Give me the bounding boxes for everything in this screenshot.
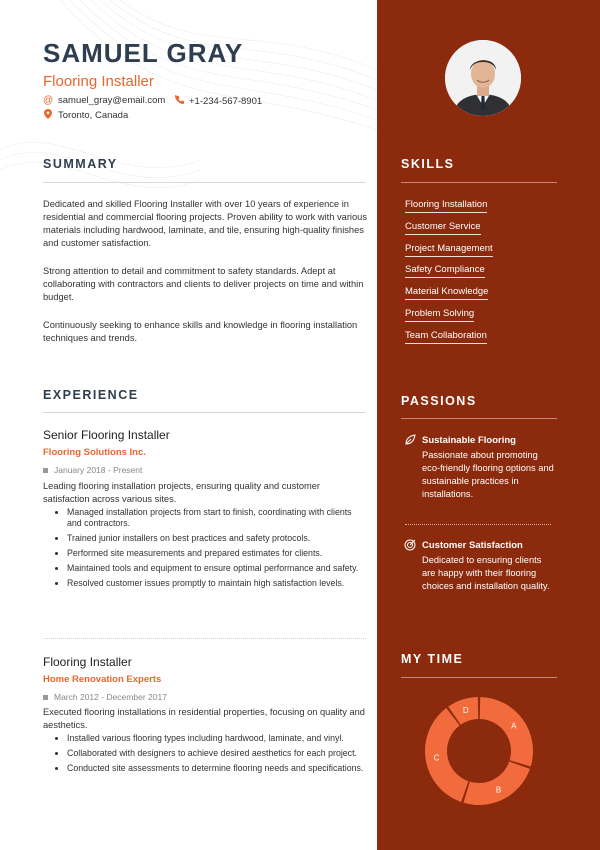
job-2-company: Home Renovation Experts: [43, 674, 162, 685]
job-1-dates-text: January 2018 - Present: [54, 465, 143, 475]
experience-heading: EXPERIENCE: [43, 388, 139, 402]
job-2-dates: [43, 692, 167, 702]
list-item: Trained junior installers on best practices and safety protocols.: [55, 533, 367, 544]
passion-1-title: Sustainable Flooring: [422, 434, 516, 446]
list-item: Conducted site assessments to determine flooring needs and specifications.: [55, 763, 367, 774]
at-icon: @: [43, 95, 54, 106]
summary-paragraph-3: Continuously seeking to enhance skills and knowledge in flooring installation techniques and trends.: [43, 320, 358, 343]
list-item: Performed site measurements and prepared estimates for clients.: [55, 548, 367, 559]
my-time-heading: MY TIME: [401, 652, 464, 666]
job-2-bullets: [55, 733, 367, 778]
skill-label: Material Knowledge: [405, 286, 488, 300]
skill-item: [405, 286, 493, 308]
donut-label-b: B: [495, 785, 502, 795]
candidate-name: SAMUEL GRAY: [43, 38, 244, 68]
profile-photo: [445, 40, 521, 116]
target-icon: [404, 539, 416, 551]
job-2-dates-text: March 2012 - December 2017: [54, 692, 167, 702]
list-item: Managed installation projects from start to finish, coordinating with clients and contractors.: [55, 507, 367, 529]
passion-1-description: Passionate about promoting eco-friendly flooring options and sustainable practices in installations.: [422, 450, 554, 499]
leaf-icon: [404, 434, 416, 446]
phone-contact[interactable]: [174, 95, 262, 107]
job-1-title: Senior Flooring Installer: [43, 428, 170, 442]
donut-label-d: D: [462, 706, 469, 716]
skill-item: [405, 199, 493, 221]
donut-label-c: C: [433, 753, 440, 763]
skill-item: [405, 243, 493, 265]
skill-item: [405, 221, 493, 243]
skill-item: [405, 308, 493, 330]
job-1-dates: [43, 465, 142, 475]
skill-label: Problem Solving: [405, 308, 474, 322]
experience-divider: [43, 412, 366, 413]
donut-segment-b: [463, 762, 529, 805]
passion-2-header: [404, 539, 523, 551]
passion-separator: [405, 524, 551, 525]
skills-heading: SKILLS: [401, 157, 455, 171]
summary-heading: SUMMARY: [43, 157, 118, 171]
location-text: Toronto, Canada: [58, 110, 129, 121]
avatar: [445, 40, 521, 116]
my-time-divider: [401, 677, 557, 678]
skills-divider: [401, 182, 557, 183]
list-item: Resolved customer issues promptly to maintain high satisfaction levels.: [55, 578, 367, 589]
skill-item: [405, 330, 493, 352]
skill-label: Flooring Installation: [405, 199, 487, 213]
skills-list: [405, 199, 493, 352]
job-1-company: Flooring Solutions Inc.: [43, 447, 146, 458]
phone-text: +1-234-567-8901: [189, 95, 263, 107]
summary-divider: [43, 182, 366, 183]
job-1-description: Leading flooring installation projects, ensuring quality and customer satisfaction across various sites.: [43, 481, 321, 504]
job-1-bullets: [55, 507, 367, 593]
job-2-title: Flooring Installer: [43, 655, 132, 669]
location-contact: [43, 109, 128, 122]
passion-1-header: [404, 434, 516, 446]
summary-paragraph-1: Dedicated and skilled Flooring Installer with over 10 years of experience in residential and commercial flooring projects. Proven ability to work with various materials including hardwood, laminate, and tile, ensuring high-quality finishes and customer satisfaction.: [43, 199, 367, 248]
summary-paragraph-2: Strong attention to detail and commitment to safety standards. Adept at collaborating with contractors and clients to deliver projects on time and within budget.: [43, 266, 364, 302]
email-text: samuel_gray@email.com: [58, 95, 166, 106]
location-pin-icon: [43, 109, 53, 122]
calendar-icon: [43, 695, 48, 700]
list-item: Maintained tools and equipment to ensure optimal performance and safety.: [55, 563, 367, 574]
phone-icon: [174, 95, 184, 107]
donut-segment-a: [480, 697, 533, 767]
skill-label: Safety Compliance: [405, 264, 485, 278]
skill-item: [405, 264, 493, 286]
job-2-description: Executed flooring installations in residential properties, focusing on quality and aesthetics.: [43, 707, 365, 730]
email-contact[interactable]: [43, 95, 165, 106]
time-donut-chart: [424, 696, 534, 806]
donut-label-a: A: [511, 721, 517, 731]
skill-label: Project Management: [405, 243, 493, 257]
skill-label: Team Collaboration: [405, 330, 487, 344]
calendar-icon: [43, 468, 48, 473]
candidate-role: Flooring Installer: [43, 73, 154, 90]
passions-divider: [401, 418, 557, 419]
passion-2-description: Dedicated to ensuring clients are happy with their flooring choices and installation quality.: [422, 555, 550, 591]
passion-2-title: Customer Satisfaction: [422, 539, 523, 551]
job-separator: [43, 638, 366, 639]
list-item: Installed various flooring types including hardwood, laminate, and vinyl.: [55, 733, 367, 744]
skill-label: Customer Service: [405, 221, 481, 235]
passions-heading: PASSIONS: [401, 394, 477, 408]
list-item: Collaborated with designers to achieve desired aesthetics for each project.: [55, 748, 367, 759]
